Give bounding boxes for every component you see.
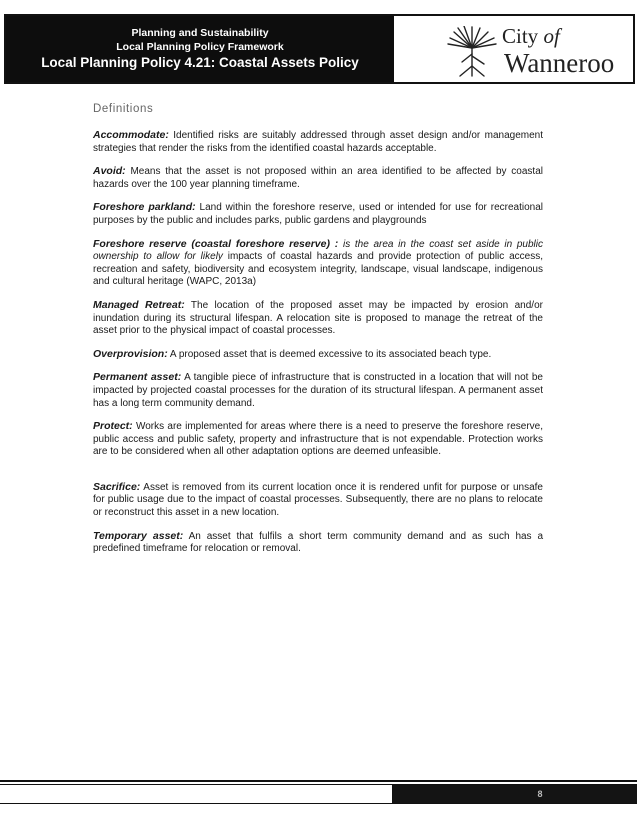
definition-term: Avoid: bbox=[93, 165, 126, 178]
definition-term: Protect: bbox=[93, 420, 133, 433]
definition-term: Foreshore parkland: bbox=[93, 201, 196, 214]
header-policy-title: Local Planning Policy 4.21: Coastal Assets Policy bbox=[41, 55, 359, 70]
definition-item bbox=[93, 165, 543, 191]
page-footer bbox=[0, 784, 637, 804]
definition-italic-text: is the area in the coast set aside in public ownership to allow for likely bbox=[93, 238, 543, 263]
definition-term: Overprovision: bbox=[93, 347, 168, 360]
logo-city-text: City of bbox=[502, 24, 560, 48]
definition-item bbox=[93, 420, 543, 459]
definition-term: Permanent asset: bbox=[93, 371, 182, 384]
document-body bbox=[93, 103, 543, 566]
definition-term: Managed Retreat: bbox=[93, 298, 185, 311]
definition-item bbox=[93, 371, 543, 410]
definition-item bbox=[93, 481, 543, 520]
definition-text: Works are implemented for areas where there is a need to preserve the foreshore reserve, public access and public safety, property and infrastructure that is not expendable. Protection works are to be considered when all other adaptation options are deemed unfeasible. bbox=[93, 421, 543, 458]
definition-text: Land within the foreshore reserve, used or intended for use for recreational purposes by the public and includes parks, public gardens and playgrounds bbox=[93, 202, 543, 226]
definition-text: Asset is removed from its current location once it is rendered unfit for purpose or unsafe for public usage due to the impact of coastal processes. Subsequently, there are no plans to relocate or reconstruct this asset in a new location. bbox=[93, 481, 543, 519]
header-framework: Local Planning Policy Framework bbox=[116, 41, 284, 53]
definition-text: An asset that fulfils a short term community demand and as such has a predefined timeframe for relocation or removal. bbox=[93, 530, 544, 555]
footer-blank bbox=[0, 785, 393, 803]
logo-town-text: Wanneroo bbox=[504, 48, 615, 78]
page-header bbox=[4, 14, 635, 84]
definition-text: A tangible piece of infrastructure that is constructed in a location that will not be impacted by projected coastal processes for the duration of its structural lifespan. A permanent asset has a long term community demand. bbox=[93, 372, 543, 409]
section-title: Definitions bbox=[93, 103, 154, 115]
definition-term: Temporary asset: bbox=[93, 529, 184, 542]
footer-rule bbox=[0, 780, 637, 782]
page-number: 8 bbox=[393, 785, 637, 803]
city-logo bbox=[394, 16, 633, 82]
definition-text: The location of the proposed asset may be impacted by erosion and/or inundation during its structural lifespan. A relocation site is proposed to manage the retreat of the asset prior to the physical impact of coastal processes. bbox=[93, 299, 543, 337]
definition-item bbox=[93, 530, 543, 556]
definition-text: A proposed asset that is deemed excessive to its associated beach type. bbox=[169, 348, 492, 360]
definition-item bbox=[93, 238, 543, 289]
definition-text: impacts of coastal hazards and provide protection of public access, recreation and safety, biodiversity and ecosystem integrity, landscape, visual landscape, indigenous and cultural heritage (WAPC, 2013a) bbox=[93, 251, 544, 288]
definition-term: Foreshore reserve (coastal foreshore reserve) : bbox=[93, 237, 339, 250]
definition-term: Sacrifice: bbox=[93, 480, 141, 493]
definition-text: Means that the asset is not proposed within an area identified to be affected by coastal hazards over the 100 year planning timeframe. bbox=[93, 166, 543, 190]
definition-item bbox=[93, 201, 543, 227]
header-department: Planning and Sustainability bbox=[131, 27, 269, 39]
definition-item bbox=[93, 299, 543, 338]
definition-item bbox=[93, 348, 543, 362]
grass-tree-logo-icon bbox=[444, 26, 500, 78]
header-title-block bbox=[6, 16, 394, 82]
definition-text: Identified risks are suitably addressed through asset design and/or management strategies that render the risks from the identified coastal hazards acceptable. bbox=[93, 130, 544, 154]
definition-item bbox=[93, 129, 543, 155]
definition-term: Accommodate: bbox=[93, 129, 169, 141]
